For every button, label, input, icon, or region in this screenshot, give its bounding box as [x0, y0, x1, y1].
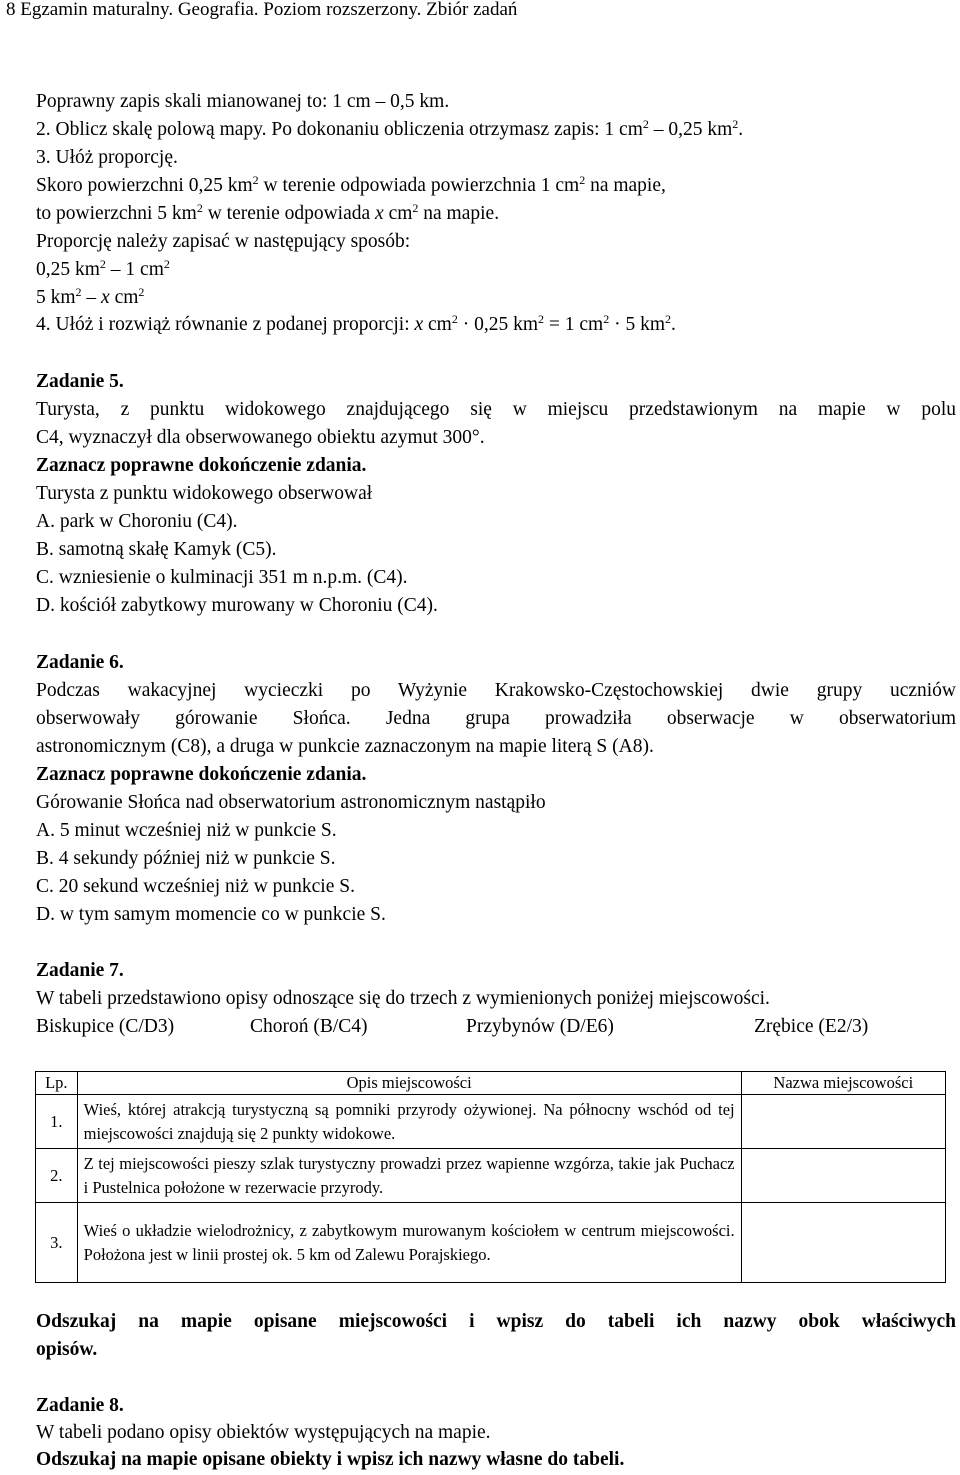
row-name-answer[interactable]	[741, 1203, 945, 1283]
column-header-opis: Opis miejscowości	[77, 1072, 741, 1095]
row-number: 1.	[36, 1095, 78, 1149]
place-item: Zrębice (E2/3)	[754, 1016, 869, 1037]
table-header-row	[36, 1072, 946, 1095]
task-6-text-3: astronomicznym (C8), a druga w punkcie zaznaczonym na mapie literą S (A8).	[36, 736, 654, 757]
task-6-text-1: Podczas wakacyjnej wycieczki po Wyżynie Krakowsko-Częstochowskiej dwie grupy uczniów	[36, 680, 956, 701]
row-description: Z tej miejscowości pieszy szlak turystyczny prowadzi przez wapienne wzgórza, takie jak Puchacz i Pustelnica położone w rezerwacie przyrody.	[77, 1149, 741, 1203]
proportion-line-1: Skoro powierzchni 0,25 $km^2$ w terenie odpowiada powierzchnia 1 $cm^2$ na mapie,	[36, 173, 666, 196]
task-7-instruction-2: opisów.	[36, 1339, 98, 1360]
row-number: 3.	[36, 1203, 78, 1283]
task-8-instruction: Odszukaj na mapie opisane obiekty i wpisz ich nazwy własne do tabeli.	[36, 1449, 625, 1470]
column-header-nazwa: Nazwa miejscowości	[741, 1072, 945, 1095]
task-5-title: Zadanie 5.	[36, 371, 124, 392]
step-3: 3. Ułóż proporcję.	[36, 147, 178, 168]
task-6-option-a[interactable]: A. 5 minut wcześniej niż w punkcie S.	[36, 820, 337, 841]
row-name-answer[interactable]	[741, 1095, 945, 1149]
task-5-option-a[interactable]: A. park w Choroniu (C4).	[36, 511, 238, 532]
page-header: 8 Egzamin maturalny. Geografia. Poziom rozszerzony. Zbiór zadań	[6, 0, 518, 20]
proportion-line-2: to powierzchni 5 $km^2$ w terenie odpowiada x $cm^2$ na mapie.	[36, 201, 500, 224]
task-7-title: Zadanie 7.	[36, 960, 124, 981]
task-8-text-1: W tabeli podano opisy obiektów występujących na mapie.	[36, 1422, 491, 1443]
task-6-title: Zadanie 6.	[36, 652, 124, 673]
task-5-text-1: Turysta, z punktu widokowego znajdującego się w miejscu przedstawionym na mapie w polu	[36, 399, 956, 420]
task-7-table	[35, 1071, 946, 1283]
task-7-text-1: W tabeli przedstawiono opisy odnoszące się do trzech z wymienionych poniżej miejscowości.	[36, 988, 770, 1009]
task-5-stem: Turysta z punktu widokowego obserwował	[36, 483, 373, 504]
task-7-instruction-1: Odszukaj na mapie opisane miejscowości i wpisz do tabeli ich nazwy obok właściwych	[36, 1311, 956, 1332]
task-6-option-d[interactable]: D. w tym samym momencie co w punkcie S.	[36, 904, 386, 925]
table-row	[36, 1095, 946, 1149]
step-4: 4. Ułóż i rozwiąż równanie z podanej proporcji: x $cm^2 \cdot 0,25$ $km^2 = 1$ $cm^2 \cdot 5$ $km^2$.	[36, 312, 676, 335]
task-5-option-b[interactable]: B. samotną skałę Kamyk (C5).	[36, 539, 277, 560]
row-description: Wieś o układzie wielodrożnicy, z zabytkowym murowanym kościołem w centrum miejscowości. Położona jest w linii prostej ok. 5 km od Zalewu Porajskiego.	[77, 1203, 741, 1283]
task-5-text-2: C4, wyznaczył dla obserwowanego obiektu azymut 300°.	[36, 427, 485, 448]
task-5-option-d[interactable]: D. kościół zabytkowy murowany w Choroniu (C4).	[36, 595, 438, 616]
step-2: 2. Oblicz skalę polową mapy. Po dokonaniu obliczenia otrzymasz zapis: 1 $cm^2 - 0,25$ $km^2$.	[36, 117, 744, 140]
proportion-intro: Proporcję należy zapisać w następujący sposób:	[36, 231, 411, 252]
task-6-option-c[interactable]: C. 20 sekund wcześniej niż w punkcie S.	[36, 876, 355, 897]
task-8-title: Zadanie 8.	[36, 1395, 124, 1416]
place-item: Choroń (B/C4)	[250, 1016, 368, 1037]
place-item: Przybynów (D/E6)	[466, 1016, 614, 1037]
column-header-lp: Lp.	[36, 1072, 78, 1095]
task-5-option-c[interactable]: C. wzniesienie o kulminacji 351 m n.p.m. (C4).	[36, 567, 408, 588]
table-row	[36, 1149, 946, 1203]
row-description: Wieś, której atrakcją turystyczną są pomniki przyrody ożywionej. Na północny wschód od tej miejscowości znajdują się 2 punkty widokowe.	[77, 1095, 741, 1149]
task-6-instruction: Zaznacz poprawne dokończenie zdania.	[36, 764, 367, 785]
task-6-stem: Górowanie Słońca nad obserwatorium astronomicznym nastąpiło	[36, 792, 546, 813]
task-6-text-2: obserwowały górowanie Słońca. Jedna grupa prowadziła obserwacje w obserwatorium	[36, 708, 956, 729]
proportion-row-1: 0,25 $km^2 - 1$ $cm^2$	[36, 257, 170, 280]
place-item: Biskupice (C/D3)	[36, 1016, 175, 1037]
task-6-option-b[interactable]: B. 4 sekundy później niż w punkcie S.	[36, 848, 336, 869]
scale-note: Poprawny zapis skali mianowanej to: 1 cm – 0,5 km.	[36, 91, 450, 112]
row-name-answer[interactable]	[741, 1149, 945, 1203]
task-5-instruction: Zaznacz poprawne dokończenie zdania.	[36, 455, 367, 476]
table-row	[36, 1203, 946, 1283]
proportion-row-2: 5 $km^2$ – x $cm^2$	[36, 285, 145, 308]
row-number: 2.	[36, 1149, 78, 1203]
